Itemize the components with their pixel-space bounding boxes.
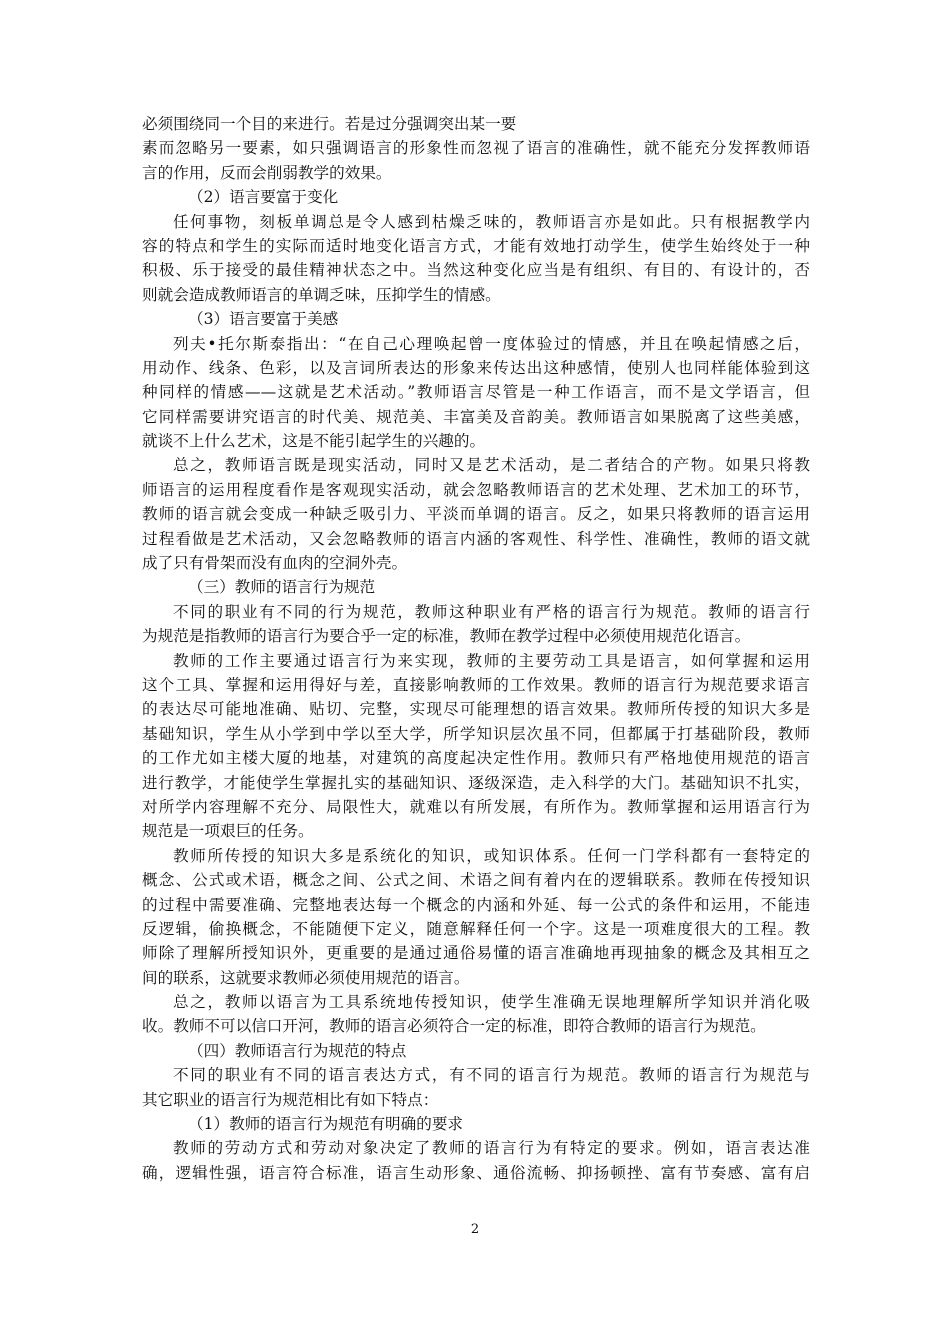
text-line: 基础知识，学生从小学到中学以至大学，所学知识层次虽不同，但都属于打基础阶段，教师 [142,724,810,743]
text-line: 师语言的运用程度看作是客观现实活动，就会忽略教师语言的艺术处理、艺术加工的环节， [142,480,810,499]
text-line: 进行教学，才能使学生掌握扎实的基础知识、逐级深造，走入科学的大门。基础知识不扎实， [142,773,810,792]
text-line: 容的特点和学生的实际而适时地变化语言方式，才能有效地打动学生，使学生始终处于一种 [142,236,810,255]
text-line: （1）教师的语言行为规范有明确的要求 [188,1115,464,1134]
section-subheading [142,575,810,599]
text-line: 收。教师不可以信口开河，教师的语言必须符合一定的标准，即符合教师的语言行为规范。 [142,1017,766,1036]
text-line: 用动作、线条、色彩，以及言词所表达的形象来传达出这种感情，使别人也同样能体验到这 [142,358,810,377]
text-line: 不同的职业有不同的语言表达方式，有不同的语言行为规范。教师的语言行为规范与 [173,1066,810,1085]
text-line: 这个工具、掌握和运用得好与差，直接影响教师的工作效果。教师的语言行为规范要求语言 [142,675,810,694]
text-line: 必须围绕同一个目的来进行。若是过分强调突出某一要 [142,115,517,133]
body-paragraph [142,649,810,844]
text-line: 过程看做是艺术活动，又会忽略教师的语言内涵的客观性、科学性、准确性，教师的语文就 [142,529,810,548]
text-line: 素而忽略另一要素，如只强调语言的形象性而忽视了语言的准确性，就不能充分发挥教师语 [142,139,810,158]
body-paragraph [142,844,810,990]
text-line: 为规范是指教师的语言行为要合乎一定的标准，教师在教学过程中必须使用规范化语言。 [142,627,751,646]
text-line: 的工作尤如主楼大厦的地基，对建筑的高度起决定性作用。教师只有严格地使用规范的语言 [142,749,810,768]
text-line: 言的作用，反而会削弱教学的效果。 [142,163,392,182]
text-line: （2）语言要富于变化 [188,188,339,207]
text-line: 的表达尽可能地准确、贴切、完整，实现尽可能理想的语言效果。教师所传授的知识大多是 [142,700,810,719]
text-line: 积极、乐于接受的最佳精神状态之中。当然这种变化应当是有组织、有目的、有设计的，否 [142,261,810,280]
text-line: （3）语言要富于美感 [188,310,339,329]
body-paragraph [142,1136,810,1185]
text-line: 总之，教师语言既是现实活动，同时又是艺术活动，是二者结合的产物。如果只将教 [173,456,810,475]
body-paragraph [142,112,810,185]
page-number: 2 [470,1222,480,1237]
text-line: 它同样需要讲究语言的时代美、规范美、丰富美及音韵美。教师语言如果脱离了这些美感， [142,407,810,426]
text-line: 任何事物，刻板单调总是令人感到枯燥乏味的，教师语言亦是如此。只有根据教学内 [173,212,810,231]
text-line: 成了只有骨架而没有血肉的空洞外壳。 [142,554,408,573]
text-line: 教师的语言就会变成一种缺乏吸引力、平淡而单调的语言。反之，如果只将教师的语言运用 [142,505,810,524]
text-line: 概念、公式或术语，概念之间、公式之间、术语之间有着内在的逻辑联系。教师在传授知识 [142,871,810,890]
text-line: 列夫•托尔斯泰指出：“在自己心理唤起曾一度体验过的情感，并且在唤起情感之后， [173,334,810,353]
text-line: 规范是一项艰巨的任务。 [142,822,314,841]
section-subheading [142,1112,810,1136]
text-line: 不同的职业有不同的行为规范，教师这种职业有严格的语言行为规范。教师的语言行 [173,602,810,621]
body-paragraph [142,453,810,575]
text-line: 教师的工作主要通过语言行为来实现，教师的主要劳动工具是语言，如何掌握和运用 [173,651,810,670]
text-line: （四）教师语言行为规范的特点 [188,1041,407,1060]
text-line: 种同样的情感——这就是艺术活动。”教师语言尽管是一种工作语言，而不是文学语言，但 [142,383,810,402]
body-paragraph [142,332,810,454]
document-page [142,112,810,1185]
text-line: 则就会造成教师语言的单调乏味，压抑学生的情感。 [142,285,501,304]
text-line: 师除了理解所授知识外，更重要的是通过通俗易懂的语言准确地再现抽象的概念及其相互之 [142,944,810,963]
text-line: 教师所传授的知识大多是系统化的知识，或知识体系。任何一门学科都有一套特定的 [173,846,810,865]
body-paragraph [142,600,810,649]
section-subheading [142,307,810,331]
text-line: （三）教师的语言行为规范 [188,578,376,597]
text-line: 的过程中需要准确、完整地表达每一个概念的内涵和外延、每一公式的条件和运用，不能违 [142,895,810,914]
text-line: 确，逻辑性强，语言符合标准，语言生动形象、通俗流畅、抑扬顿挫、富有节奏感、富有启 [142,1163,810,1182]
text-line: 就谈不上什么艺术，这是不能引起学生的兴趣的。 [142,432,486,451]
text-line: 对所学内容理解不充分、局限性大，就难以有所发展，有所作为。教师掌握和运用语言行为 [142,797,810,816]
text-line: 其它职业的语言行为规范相比有如下特点： [142,1090,439,1109]
text-line: 间的联系，这就要求教师必须使用规范的语言。 [142,968,470,987]
text-line: 教师的劳动方式和劳动对象决定了教师的语言行为有特定的要求。例如，语言表达准 [173,1139,810,1158]
text-line: 反逻辑，偷换概念，不能随便下定义，随意解释任何一个字。这是一项难度很大的工程。教 [142,919,810,938]
section-subheading [142,1039,810,1063]
body-paragraph [142,1063,810,1112]
body-paragraph [142,210,810,308]
section-subheading [142,185,810,209]
text-line: 总之，教师以语言为工具系统地传授知识，使学生准确无误地理解所学知识并消化吸 [173,993,810,1012]
body-paragraph [142,990,810,1039]
